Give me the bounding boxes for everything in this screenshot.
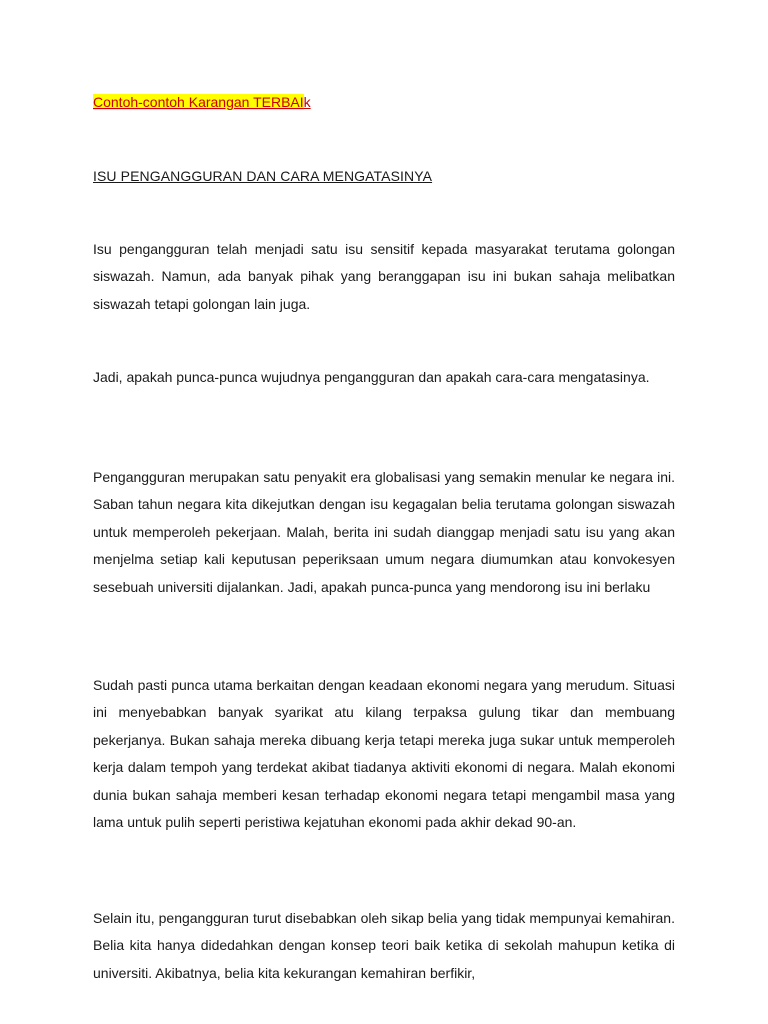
paragraph-background: Pengangguran merupakan satu penyakit era globalisasi yang semakin menular ke negara ini. Saban tahun negara kita dikejutkan dengan isu kegagalan belia terutama golongan siswazah untuk memperoleh pekerjaan. Malah, berita ini sudah dianggap menjadi satu isu yang akan menjelma setiap kali keputusan peperiksaan umum negara diumumkan atau konvokesyen sesebuah universiti dijalankan. Jadi, apakah punca-punca yang mendorong isu ini berlaku — [93, 469, 675, 595]
site-title-highlighted: Contoh-contoh Karangan TERBAI — [93, 94, 304, 110]
paragraph-economy: Sudah pasti punca utama berkaitan dengan keadaan ekonomi negara yang merudum. Situasi ini menyebabkan banyak syarikat atu kilang terpaksa gulung tikar dan membuang pekerjanya. Bukan sahaja mereka dibuang kerja tetapi mereka juga sukar untuk memperoleh kerja dalam tempoh yang terdekat akibat tiadanya aktiviti ekonomi di negara. Malah ekonomi dunia bukan sahaja memberi kesan terhadap ekonomi negara tetapi mengambil masa yang lama untuk pulih seperti peristiwa kejatuhan ekonomi pada akhir dekad 90-an. — [93, 677, 675, 831]
paragraph-intro: Isu pengangguran telah menjadi satu isu sensitif kepada masyarakat terutama golongan siswazah. Namun, ada banyak pihak yang beranggapan isu ini bukan sahaja melibatkan siswazah tetapi golongan lain juga. — [93, 241, 675, 312]
paragraph-skills: Selain itu, pengangguran turut disebabkan oleh sikap belia yang tidak mempunyai kemahiran. Belia kita hanya didedahkan dengan konsep teori baik ketika di sekolah mahupun ketika di universiti. Akibatnya, belia kita kekurangan kemahiran berfikir, — [93, 910, 675, 981]
essay-title: ISU PENGANGGURAN DAN CARA MENGATASINYA — [93, 168, 433, 184]
site-title-tail: k — [303, 94, 311, 110]
paragraph-question: Jadi, apakah punca-punca wujudnya pengangguran dan apakah cara-cara mengatasinya. — [93, 369, 650, 385]
site-title[interactable] — [93, 93, 311, 111]
